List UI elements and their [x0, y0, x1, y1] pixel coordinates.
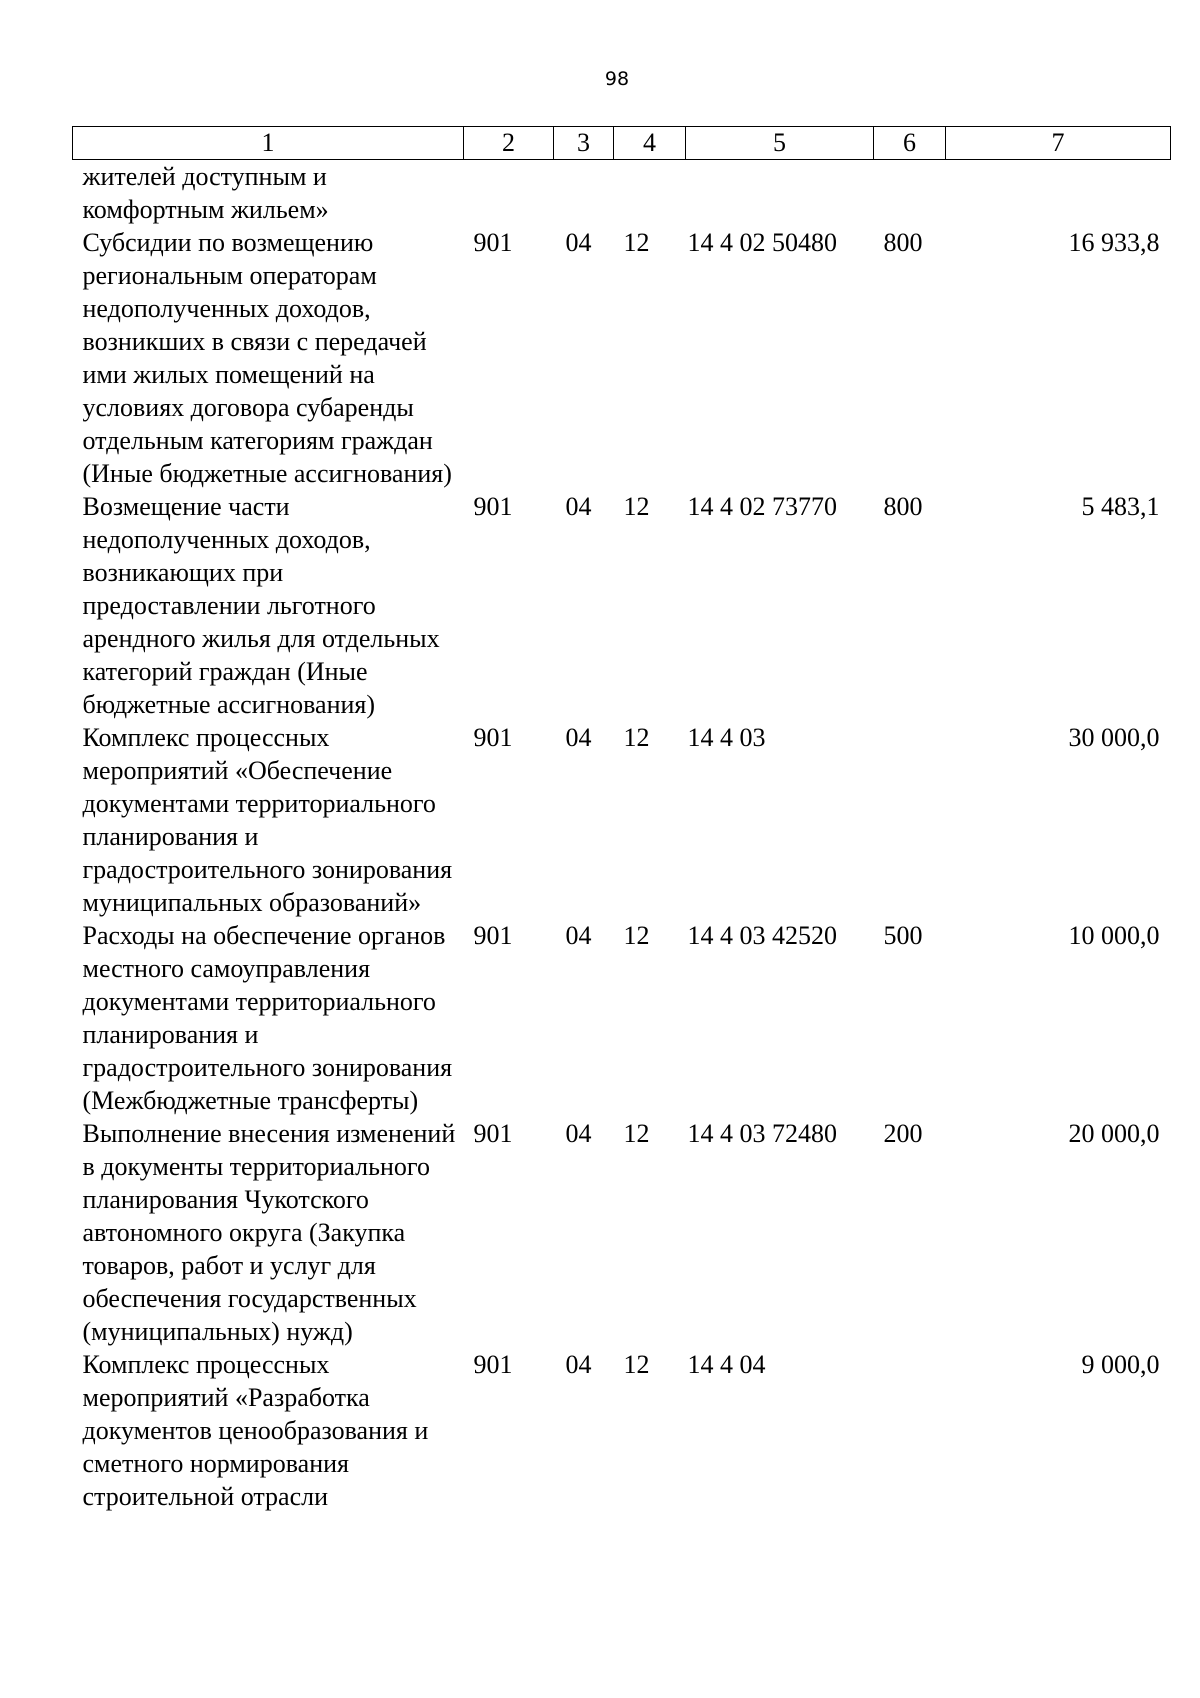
row-csr: 14 4 02 73770 [687, 492, 837, 521]
row-glava: 901 [473, 228, 513, 257]
row-pr: 12 [623, 1350, 650, 1379]
row-vr [874, 160, 946, 227]
row-vr: 200 [883, 1119, 923, 1148]
row-sum: 10 000,0 [1068, 921, 1160, 950]
row-sum [946, 160, 1171, 227]
row-rz: 04 [565, 921, 592, 950]
row-csr [686, 160, 874, 227]
row-sum: 9 000,0 [1081, 1350, 1160, 1379]
table-row [73, 919, 1171, 1117]
row-rz: 04 [565, 1350, 592, 1379]
table-row [73, 490, 1171, 721]
row-name: жителей доступным и комфортным жильем» [82, 162, 329, 224]
row-sum: 5 483,1 [1081, 492, 1160, 521]
row-glava [464, 160, 554, 227]
header-col-3: 3 [554, 127, 614, 160]
row-sum: 20 000,0 [1068, 1119, 1160, 1148]
header-col-6: 6 [874, 127, 946, 160]
row-glava: 901 [473, 1119, 513, 1148]
row-glava: 901 [473, 723, 513, 752]
row-sum: 16 933,8 [1068, 228, 1160, 257]
row-name: Выполнение внесения изменений в документы территориального планирования Чукотского автономного округа (Закупка товаров, работ и услуг для обеспечения государственных (муниципальных) нужд) [82, 1119, 456, 1346]
row-rz: 04 [565, 723, 592, 752]
header-col-7: 7 [946, 127, 1171, 160]
row-csr: 14 4 03 72480 [687, 1119, 837, 1148]
row-vr [874, 721, 946, 919]
row-vr: 800 [883, 492, 923, 521]
table-row [73, 160, 1171, 227]
row-rz: 04 [565, 1119, 592, 1148]
row-name: Субсидии по возмещению региональным операторам недополученных доходов, возникших в связи с передачей ими жилых помещений на условиях договора субаренды отдельным категориям граждан (Иные бюджетные ассигнования) [82, 228, 452, 488]
table-row [73, 1348, 1171, 1513]
row-pr: 12 [623, 921, 650, 950]
row-glava: 901 [473, 492, 513, 521]
header-col-4: 4 [614, 127, 686, 160]
row-pr [614, 160, 686, 227]
row-glava: 901 [473, 921, 513, 950]
table-row [73, 226, 1171, 490]
row-name: Расходы на обеспечение органов местного самоуправления документами территориального планирования и градостроительного зонирования (Межбюджетные трансферты) [82, 921, 453, 1115]
row-csr: 14 4 03 42520 [687, 921, 837, 950]
table-header-row [73, 127, 1171, 160]
budget-table [72, 126, 1171, 1513]
page-number: 98 [604, 68, 630, 90]
table-row [73, 1117, 1171, 1348]
header-col-1: 1 [73, 127, 464, 160]
row-pr: 12 [623, 1119, 650, 1148]
row-rz [554, 160, 614, 227]
row-name: Комплекс процессных мероприятий «Разработка документов ценообразования и сметного нормирования строительной отрасли [82, 1350, 429, 1511]
row-vr: 500 [883, 921, 923, 950]
row-name: Комплекс процессных мероприятий «Обеспечение документами территориального планирования и градостроительного зонирования муниципальных образований» [82, 723, 453, 917]
row-pr: 12 [623, 492, 650, 521]
row-pr: 12 [623, 723, 650, 752]
header-col-5: 5 [686, 127, 874, 160]
row-pr: 12 [623, 228, 650, 257]
row-vr: 800 [883, 228, 923, 257]
row-rz: 04 [565, 492, 592, 521]
table-row [73, 721, 1171, 919]
row-csr: 14 4 03 [687, 723, 766, 752]
row-rz: 04 [565, 228, 592, 257]
row-csr: 14 4 04 [687, 1350, 766, 1379]
table-body [73, 160, 1171, 1514]
row-glava: 901 [473, 1350, 513, 1379]
row-sum: 30 000,0 [1068, 723, 1160, 752]
header-col-2: 2 [464, 127, 554, 160]
row-name: Возмещение части недополученных доходов, возникающих при предоставлении льготного арендного жилья для отдельных категорий граждан (Иные бюджетные ассигнования) [82, 492, 440, 719]
row-vr [874, 1348, 946, 1513]
row-csr: 14 4 02 50480 [687, 228, 837, 257]
